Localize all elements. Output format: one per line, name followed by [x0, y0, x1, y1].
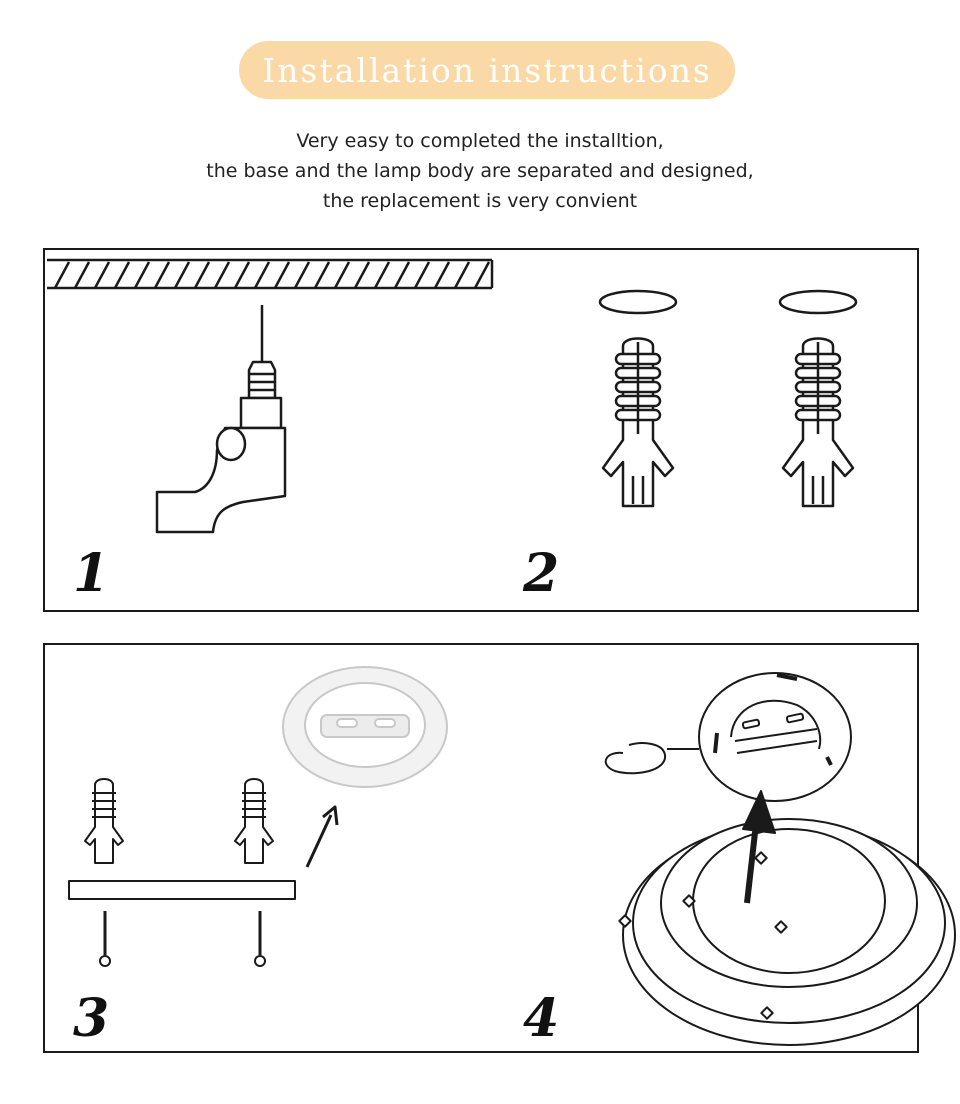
steps-1-2-panel [43, 248, 919, 612]
title-banner [239, 41, 735, 99]
step-1-number: 1 [73, 543, 110, 604]
description-line-2: the base and the lamp body are separated and designed, [206, 160, 754, 182]
description-line-1: Very easy to completed the installtion, [296, 130, 664, 152]
lamp-body-attach-icon [45, 645, 921, 1055]
step-4-number: 4 [523, 988, 560, 1049]
wall-anchors-icon [45, 250, 921, 614]
description-line-3: the replacement is very convient [322, 190, 638, 212]
step-3-number: 3 [73, 988, 110, 1049]
steps-3-4-panel [43, 643, 919, 1053]
step-2-number: 2 [523, 543, 560, 604]
page-title: Installation instructions [262, 50, 712, 90]
description [0, 126, 960, 216]
